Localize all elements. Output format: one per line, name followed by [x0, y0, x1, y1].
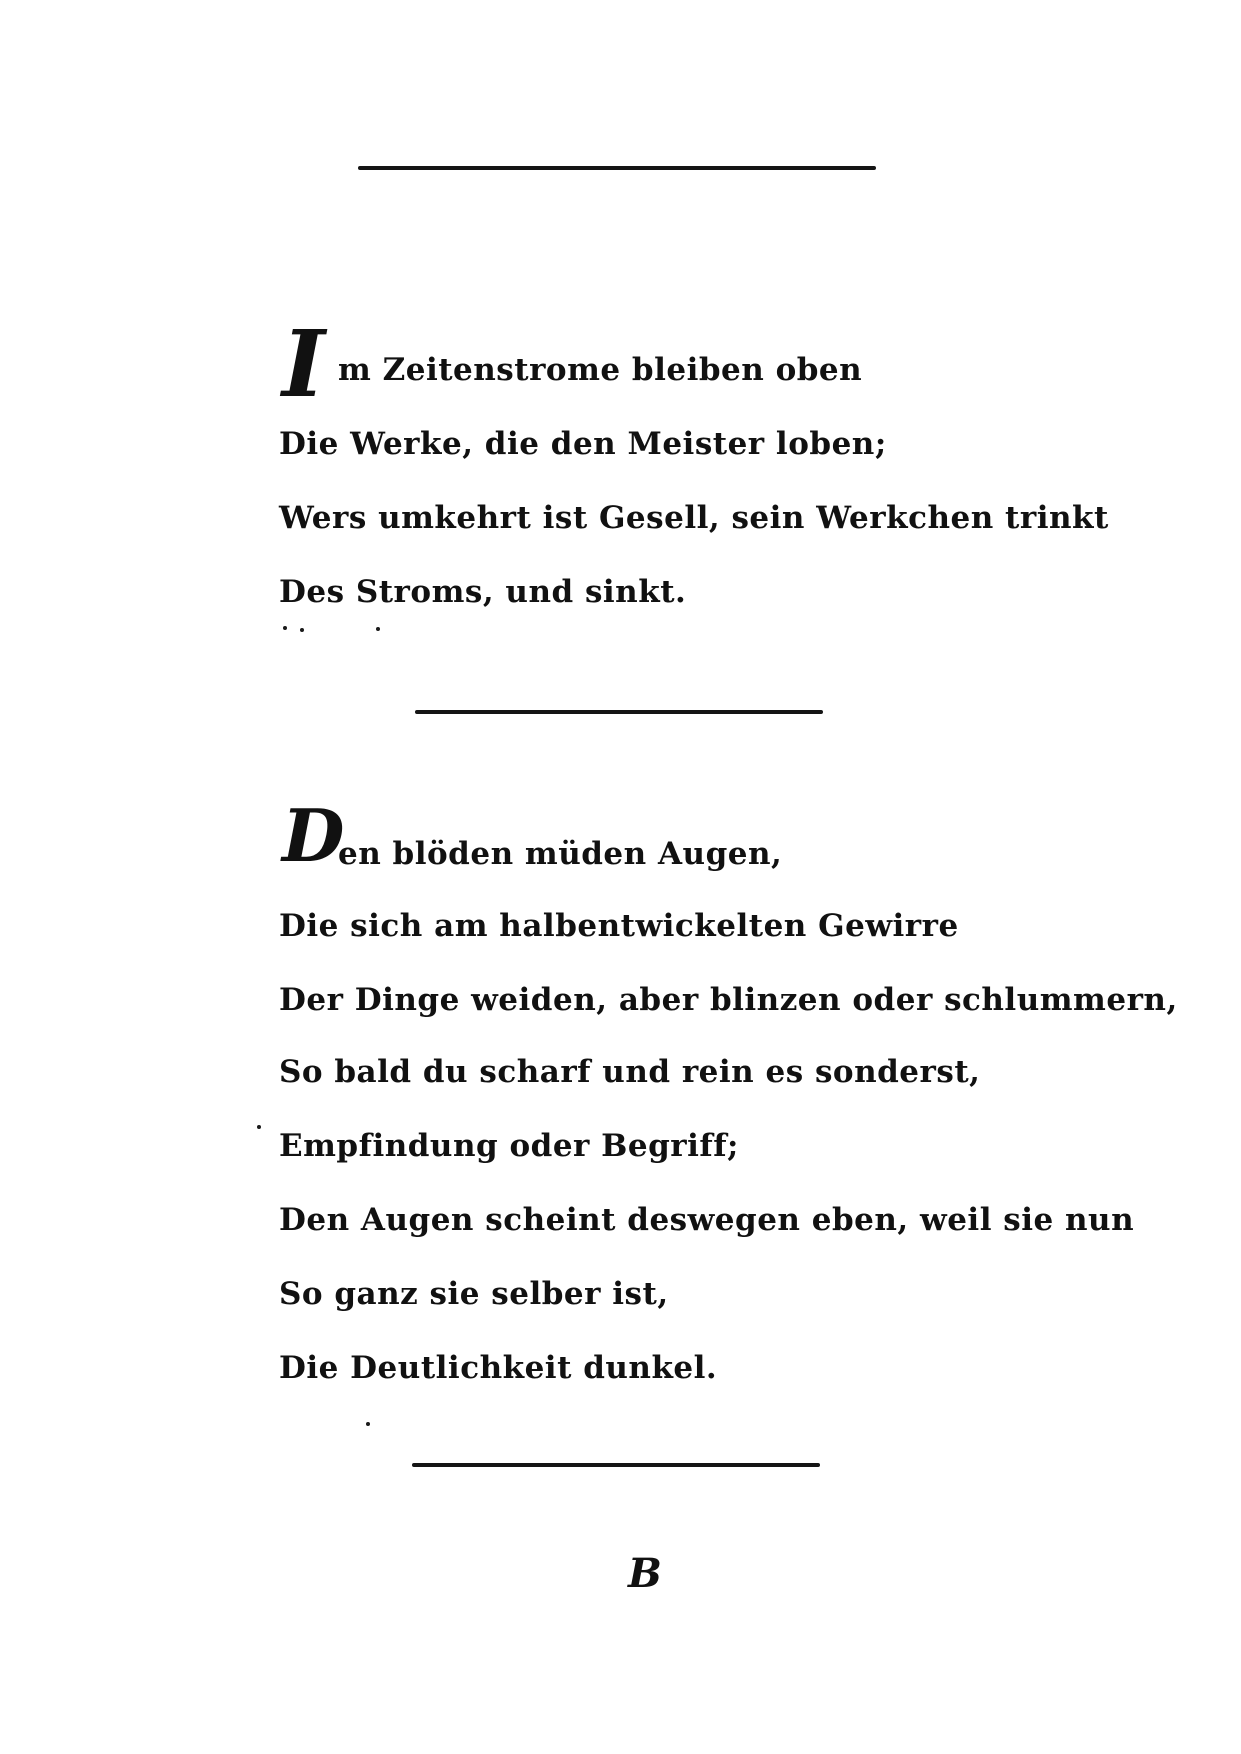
middle-divider-rule	[415, 710, 823, 714]
poem-2-line-6: Den Augen scheint deswegen eben, weil sie nun	[279, 1202, 1135, 1238]
poem-1-line-4: Des Stroms, und sinkt.	[279, 574, 687, 610]
signature-mark: B	[628, 1550, 662, 1597]
scan-speck	[257, 1125, 261, 1129]
poem-2-line-2: Die sich am halbentwickelten Gewirre	[279, 908, 959, 944]
scan-speck	[300, 628, 304, 632]
bottom-divider-rule	[412, 1463, 820, 1467]
top-divider-rule	[358, 166, 876, 170]
poem-2-line-1: en blöden müden Augen,	[338, 836, 783, 872]
poem-1-line-1: m Zeitenstrome bleiben oben	[338, 352, 863, 388]
poem-2-line-8: Die Deutlichkeit dunkel.	[279, 1350, 718, 1386]
poem-2-line-5: Empfindung oder Begriff;	[279, 1128, 740, 1164]
poem-2-line-3: Der Dinge weiden, aber blinzen oder schlummern,	[279, 982, 1178, 1018]
poem-2-drop-cap: D	[282, 793, 345, 878]
scan-speck	[283, 626, 287, 630]
poem-1-line-3: Wers umkehrt ist Gesell, sein Werkchen trinkt	[279, 500, 1109, 536]
scan-speck	[366, 1422, 370, 1426]
poem-1-drop-cap: I	[282, 310, 326, 418]
poem-2-line-7: So ganz sie selber ist,	[279, 1276, 669, 1312]
poem-2-line-4: So bald du scharf und rein es sonderst,	[279, 1054, 981, 1090]
scan-speck	[376, 627, 380, 631]
poem-1-line-2: Die Werke, die den Meister loben;	[279, 426, 887, 462]
